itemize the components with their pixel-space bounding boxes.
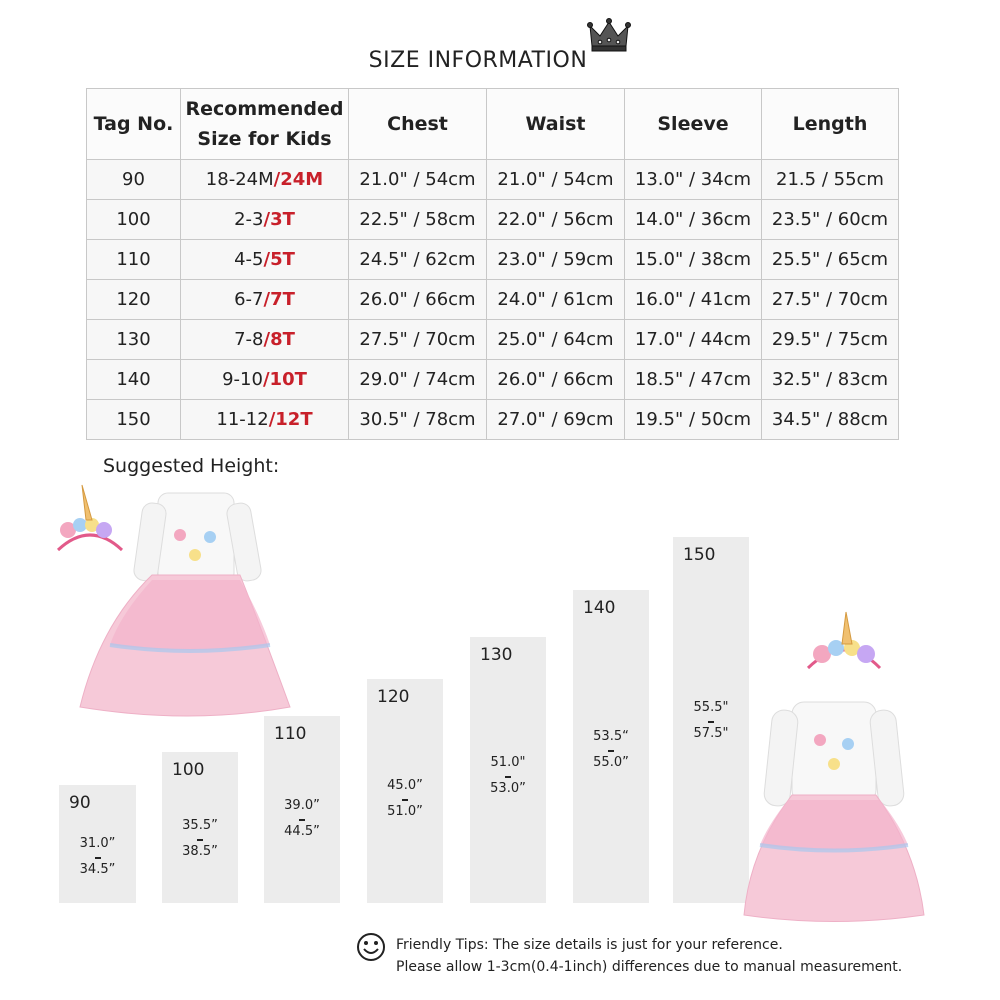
- cell-waist: 21.0" / 54cm: [487, 160, 625, 200]
- height-range-dash: [608, 750, 614, 752]
- cell-length: 29.5" / 75cm: [762, 320, 899, 360]
- friendly-tips: [396, 934, 902, 978]
- height-max: 53.0”: [490, 781, 526, 796]
- cell-chest: 21.0" / 54cm: [349, 160, 487, 200]
- cell-length: 34.5" / 88cm: [762, 400, 899, 440]
- height-bar-130: [470, 637, 546, 903]
- cell-waist: 22.0" / 56cm: [487, 200, 625, 240]
- cell-chest: 26.0" / 66cm: [349, 280, 487, 320]
- header-chest: Chest: [349, 89, 487, 160]
- height-range-dash: [197, 839, 203, 841]
- height-bar-tag: 120: [377, 687, 410, 707]
- height-range-dash: [708, 721, 714, 723]
- height-min: 51.0": [490, 755, 526, 770]
- cell-sleeve: 15.0" / 38cm: [625, 240, 762, 280]
- table-row: [87, 160, 899, 200]
- cell-tag: 120: [87, 280, 181, 320]
- table-row: [87, 400, 899, 440]
- cell-tag: 140: [87, 360, 181, 400]
- size-code: /3T: [263, 209, 295, 230]
- height-bar-tag: 130: [480, 645, 513, 665]
- size-code: /10T: [262, 369, 307, 390]
- height-min: 31.0”: [79, 836, 116, 851]
- height-max: 38.5”: [182, 844, 218, 859]
- table-row: [87, 320, 899, 360]
- cell-length: 23.5" / 60cm: [762, 200, 899, 240]
- height-bar-tag: 90: [69, 793, 91, 813]
- cell-recommended-size: 11-12/12T: [181, 400, 349, 440]
- cell-recommended-size: 9-10/10T: [181, 360, 349, 400]
- cell-chest: 27.5" / 70cm: [349, 320, 487, 360]
- cell-tag: 150: [87, 400, 181, 440]
- smiley-icon: [356, 932, 386, 962]
- height-min: 55.5": [693, 700, 729, 715]
- table-row: [87, 360, 899, 400]
- page-title: SIZE INFORMATION: [368, 48, 588, 73]
- header-sleeve: Sleeve: [625, 89, 762, 160]
- height-bar-100: [162, 752, 238, 903]
- height-range-dash: [95, 857, 101, 859]
- tips-line-1: Friendly Tips: The size details is just for your reference.: [396, 937, 783, 953]
- cell-waist: 23.0" / 59cm: [487, 240, 625, 280]
- cell-sleeve: 19.5" / 50cm: [625, 400, 762, 440]
- height-bar-tag: 100: [172, 760, 205, 780]
- height-max: 34.5”: [79, 862, 116, 877]
- size-code: /7T: [263, 289, 295, 310]
- header-tag-no: Tag No.: [87, 89, 181, 160]
- cell-recommended-size: 2-3/3T: [181, 200, 349, 240]
- cell-recommended-size: 18-24M/24M: [181, 160, 349, 200]
- height-min: 45.0”: [387, 778, 423, 793]
- header-recommended-size: Recommended Size for Kids: [181, 89, 349, 160]
- cell-sleeve: 18.5" / 47cm: [625, 360, 762, 400]
- height-bar-tag: 110: [274, 724, 307, 744]
- size-code: /8T: [263, 329, 295, 350]
- size-code: /5T: [263, 249, 295, 270]
- cell-sleeve: 13.0" / 34cm: [625, 160, 762, 200]
- unicorn-dress-image-left: [40, 475, 300, 735]
- cell-waist: 26.0" / 66cm: [487, 360, 625, 400]
- height-bar-110: [264, 716, 340, 903]
- header-waist: Waist: [487, 89, 625, 160]
- cell-chest: 24.5" / 62cm: [349, 240, 487, 280]
- cell-sleeve: 14.0" / 36cm: [625, 200, 762, 240]
- height-bar-tag: 150: [683, 545, 716, 565]
- unicorn-dress-image-right: [730, 610, 930, 930]
- suggested-height-label: Suggested Height:: [103, 455, 280, 477]
- table-header-row: [87, 89, 899, 160]
- size-code: /24M: [273, 169, 324, 190]
- tips-line-2: Please allow 1-3cm(0.4-1inch) differences due to manual measurement.: [396, 959, 903, 975]
- height-max: 55.0”: [593, 755, 629, 770]
- cell-tag: 110: [87, 240, 181, 280]
- height-bar-120: [367, 679, 443, 903]
- height-range-dash: [299, 819, 305, 821]
- height-max: 51.0”: [387, 804, 423, 819]
- cell-sleeve: 17.0" / 44cm: [625, 320, 762, 360]
- height-bar-tag: 140: [583, 598, 616, 618]
- table-row: [87, 240, 899, 280]
- cell-length: 21.5 / 55cm: [762, 160, 899, 200]
- cell-chest: 29.0" / 74cm: [349, 360, 487, 400]
- height-max: 44.5”: [284, 824, 320, 839]
- cell-chest: 30.5" / 78cm: [349, 400, 487, 440]
- cell-chest: 22.5" / 58cm: [349, 200, 487, 240]
- height-range-dash: [505, 776, 511, 778]
- cell-waist: 27.0" / 69cm: [487, 400, 625, 440]
- height-min: 35.5”: [182, 818, 218, 833]
- size-table: [86, 88, 899, 440]
- height-bar-90: [59, 785, 136, 903]
- cell-length: 25.5" / 65cm: [762, 240, 899, 280]
- cell-recommended-size: 4-5/5T: [181, 240, 349, 280]
- cell-tag: 90: [87, 160, 181, 200]
- height-bar-140: [573, 590, 649, 903]
- cell-waist: 25.0" / 64cm: [487, 320, 625, 360]
- header-length: Length: [762, 89, 899, 160]
- height-range-dash: [402, 799, 408, 801]
- cell-tag: 130: [87, 320, 181, 360]
- cell-recommended-size: 7-8/8T: [181, 320, 349, 360]
- cell-tag: 100: [87, 200, 181, 240]
- table-row: [87, 200, 899, 240]
- height-min: 39.0”: [284, 798, 320, 813]
- height-max: 57.5": [693, 726, 729, 741]
- table-row: [87, 280, 899, 320]
- cell-length: 32.5" / 83cm: [762, 360, 899, 400]
- height-min: 53.5“: [593, 729, 629, 744]
- cell-length: 27.5" / 70cm: [762, 280, 899, 320]
- size-code: /12T: [268, 409, 313, 430]
- cell-sleeve: 16.0" / 41cm: [625, 280, 762, 320]
- crown-icon: [586, 16, 632, 56]
- cell-recommended-size: 6-7/7T: [181, 280, 349, 320]
- cell-waist: 24.0" / 61cm: [487, 280, 625, 320]
